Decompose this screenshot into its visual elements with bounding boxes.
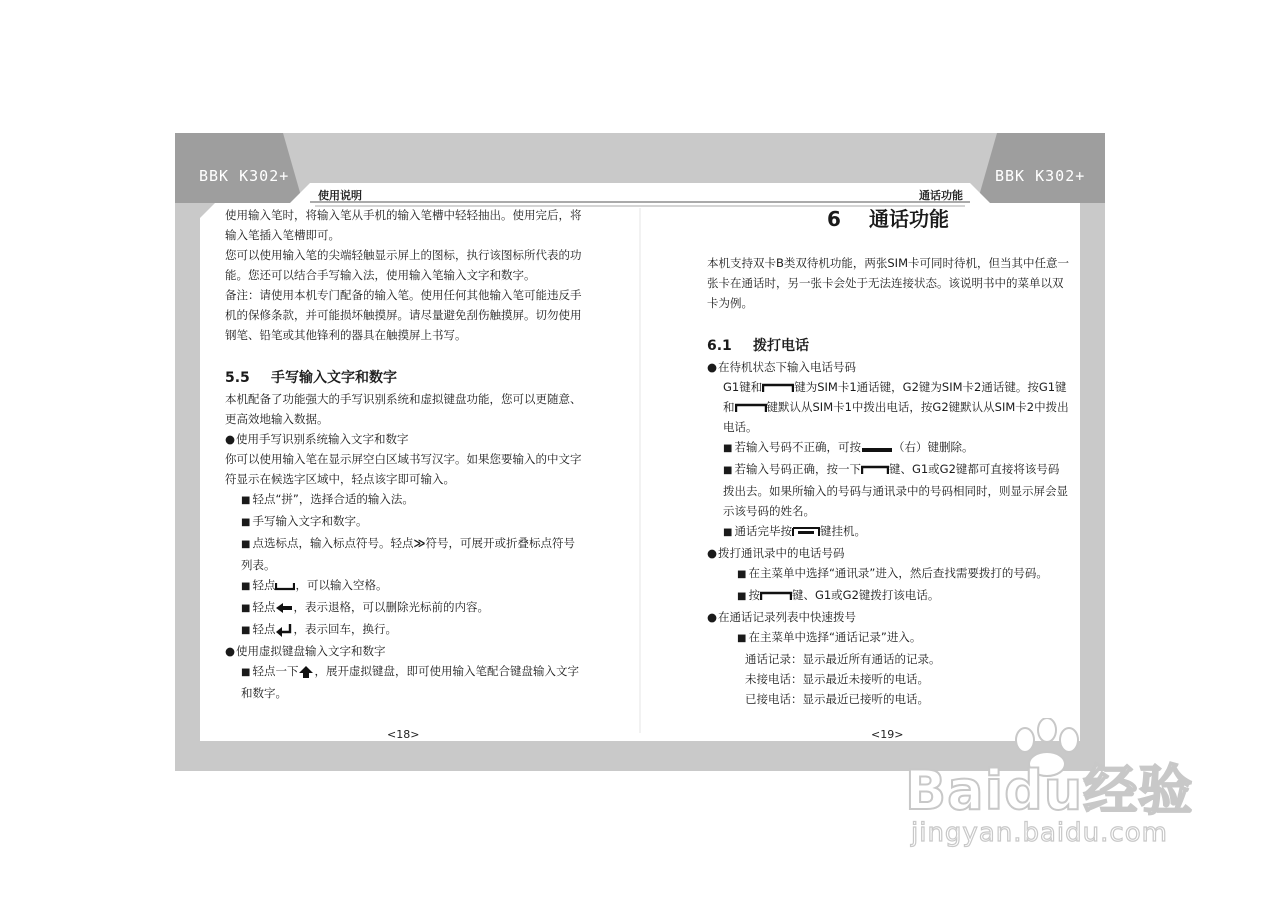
square-bullet-icon: ■ xyxy=(241,581,251,592)
left-page xyxy=(225,205,585,745)
square-bullet-icon: ■ xyxy=(241,517,251,528)
square-bullet-icon: ■ xyxy=(737,569,747,580)
bullet-dot-icon: ● xyxy=(707,610,718,624)
backspace-arrow-icon xyxy=(275,602,293,614)
note-paragraph: 备注：请使用本机专门配备的输入笔。使用任何其他输入笔可能违反手机的保修条款，并可能损坏触摸屏。请尽量避免刮伤触摸屏。切勿使用钢笔、铅笔或其他锋利的器具在触摸屏上书写。 xyxy=(225,288,582,342)
list-item: ■ 在主菜单中选择“通讯录”进入，然后查找需要拨打的号码。 xyxy=(737,566,1048,580)
bullet-text: G1键和 键为SIM卡1通话键，G2键为SIM卡2通话键。按G1键和 键默认从SIM卡1中拨出电话，按G2键默认从SIM卡2中拨出电话。 xyxy=(723,380,1069,434)
bullet-text: 你可以使用输入笔在显示屏空白区域书写汉字。如果您要输入的中文字符显示在候选字区域中，轻点该字即可输入。 xyxy=(225,452,582,486)
space-key-icon xyxy=(275,581,295,591)
section-number: 5.5 xyxy=(225,370,250,386)
square-bullet-icon: ■ xyxy=(723,465,733,476)
call-key-icon xyxy=(762,383,794,393)
list-item: ■ 若输入号码正确，按一下 键、G1或G2键都可直接将该号码拨出去。如果所输入的号码与通讯录中的号码相同时，则显示屏会显示该号码的姓名。 xyxy=(723,462,1068,518)
bullet-heading: ●使用手写识别系统输入文字和数字 xyxy=(225,432,409,446)
section-title: 拨打电话 xyxy=(753,338,809,354)
bullet-heading: ●在通话记录列表中快速拨号 xyxy=(707,610,857,624)
list-item: ■ 轻点一下 ，展开虚拟键盘，即可使用输入笔配合键盘输入文字和数字。 xyxy=(241,664,579,700)
square-bullet-icon: ■ xyxy=(723,527,733,538)
bullet-heading: ●使用虚拟键盘输入文字和数字 xyxy=(225,644,386,658)
right-softkey-icon xyxy=(861,443,893,453)
list-item: ■ 通话完毕按 键挂机。 xyxy=(723,524,866,538)
list-item: ■ 轻点 ，表示退格，可以删除光标前的内容。 xyxy=(241,600,489,614)
call-key-icon xyxy=(735,403,767,413)
up-arrow-icon xyxy=(298,665,314,679)
list-item: ■ 点选标点，输入标点符号。轻点≫符号，可展开或折叠标点符号列表。 xyxy=(241,536,575,572)
square-bullet-icon: ■ xyxy=(241,495,251,506)
square-bullet-icon: ■ xyxy=(737,633,747,644)
right-page xyxy=(707,205,1069,745)
watermark-url: jingyan.baidu.com xyxy=(911,818,1168,848)
bullet-dot-icon: ● xyxy=(707,360,718,374)
bullet-heading: ●拨打通讯录中的电话号码 xyxy=(707,546,845,560)
bullet-dot-icon: ● xyxy=(707,546,718,560)
section-heading xyxy=(225,367,585,387)
bullet-dot-icon: ● xyxy=(225,432,236,446)
square-bullet-icon: ■ xyxy=(241,603,251,614)
square-bullet-icon: ■ xyxy=(723,443,733,454)
call-key-icon xyxy=(861,465,889,475)
list-item: ■ 在主菜单中选择“通话记录”进入。 xyxy=(737,630,922,644)
section-number: 6.1 xyxy=(707,338,732,354)
brand-right: BBK K302+ xyxy=(995,167,1086,185)
record-line: 未接电话：显示最近未接听的电话。 xyxy=(745,672,929,686)
bullet-heading: ●在待机状态下输入电话号码 xyxy=(707,360,857,374)
list-item: ■ 轻点 ，可以输入空格。 xyxy=(241,578,388,592)
square-bullet-icon: ■ xyxy=(241,625,251,636)
chapter-intro: 本机支持双卡B类双待机功能，两张SIM卡可同时待机，但当其中任意一张卡在通话时，另一张卡会处于无法连接状态。该说明书中的菜单以双卡为例。 xyxy=(707,256,1069,310)
list-item: ■ 手写输入文字和数字。 xyxy=(241,514,368,528)
chapter-title: 6 通话功能 xyxy=(827,207,949,231)
manual-spread xyxy=(175,133,1105,771)
intro-paragraph: 您可以使用输入笔的尖端轻触显示屏上的图标，执行该图标所代表的功能。您还可以结合手写输入法，使用输入笔输入文字和数字。 xyxy=(225,248,582,282)
list-item: ■ 轻点“拼”，选择合适的输入法。 xyxy=(241,492,414,506)
bullet-dot-icon: ● xyxy=(225,644,236,658)
brand-left: BBK K302+ xyxy=(199,167,290,185)
page-number-left: <18> xyxy=(387,728,420,741)
page-number-right: <19> xyxy=(871,728,904,741)
baidu-watermark xyxy=(905,718,1205,858)
call-key-icon xyxy=(760,591,792,601)
right-section-label: 通话功能 xyxy=(919,189,963,202)
intro-paragraph: 使用输入笔时，将输入笔从手机的输入笔槽中轻轻抽出。使用完后，将输入笔插入笔槽即可。 xyxy=(225,208,582,242)
record-line: 通话记录：显示最近所有通话的记录。 xyxy=(745,652,941,666)
list-item: ■ 轻点 ，表示回车，换行。 xyxy=(241,622,397,636)
left-section-label: 使用说明 xyxy=(318,189,362,202)
section-intro: 本机配备了功能强大的手写识别系统和虚拟键盘功能，您可以更随意、更高效地输入数据。 xyxy=(225,392,582,426)
chapter-number: 6 xyxy=(827,207,841,231)
record-line: 已接电话：显示最近已接听的电话。 xyxy=(745,692,929,706)
list-item: ■ 按 键、G1或G2键拨打该电话。 xyxy=(737,588,940,602)
list-item: ■ 若输入号码不正确，可按 （右）键删除。 xyxy=(723,440,974,454)
double-chevron-icon: ≫ xyxy=(413,536,426,550)
enter-arrow-icon xyxy=(275,623,293,637)
square-bullet-icon: ■ xyxy=(241,539,251,550)
section-heading xyxy=(707,335,1069,355)
square-bullet-icon: ■ xyxy=(737,591,747,602)
end-key-icon xyxy=(792,526,820,538)
square-bullet-icon: ■ xyxy=(241,667,251,678)
section-title: 手写输入文字和数字 xyxy=(271,370,397,386)
watermark-logo-text: Baidu经验 xyxy=(905,759,1194,822)
